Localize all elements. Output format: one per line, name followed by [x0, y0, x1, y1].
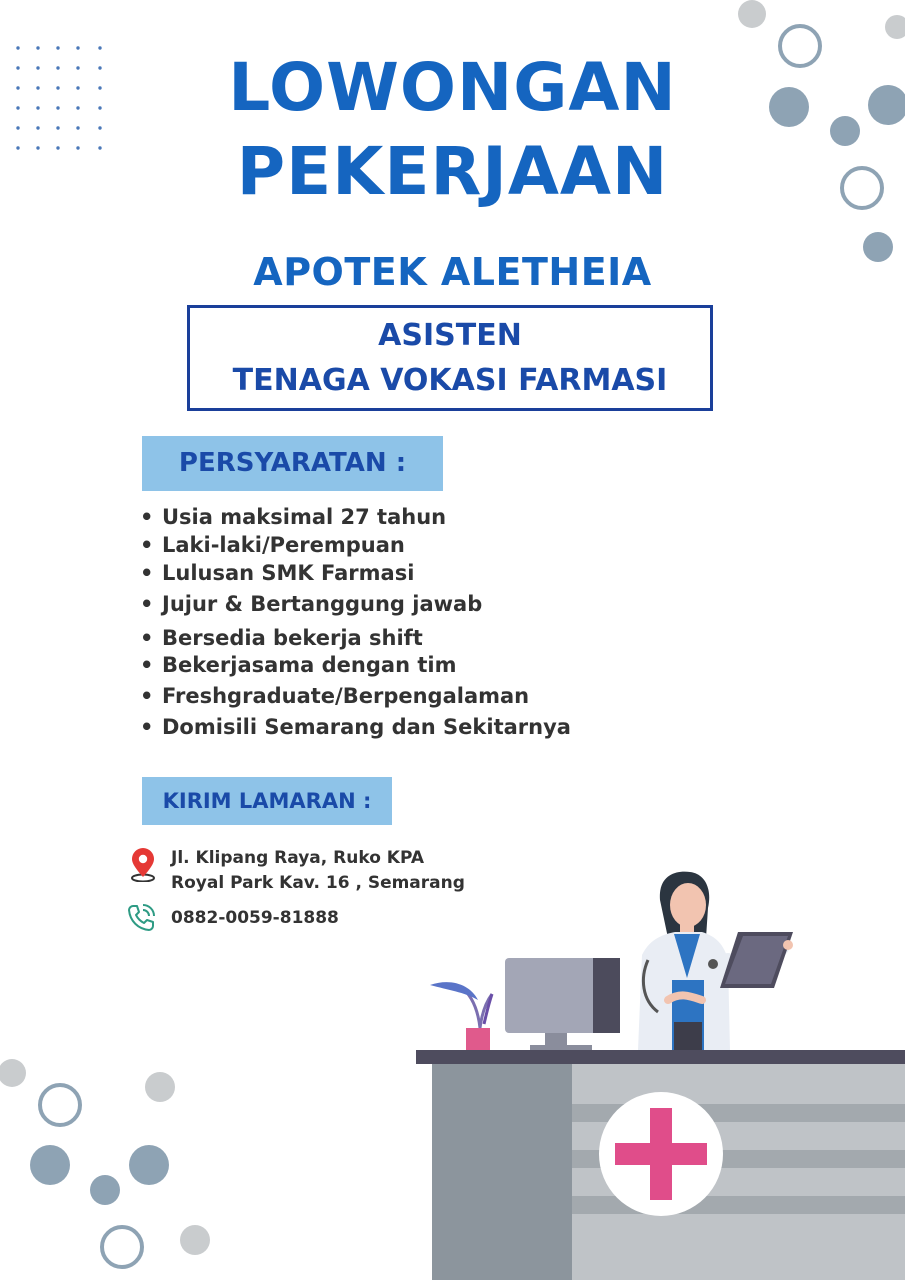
address-line-1: Jl. Klipang Raya, Ruko KPA: [171, 848, 425, 868]
list-item: • Freshgraduate/Berpengalaman: [140, 684, 530, 708]
location-pin-icon: [130, 848, 156, 882]
list-item: • Bekerjasama dengan tim: [140, 653, 457, 677]
pharmacy-counter: [416, 1050, 905, 1280]
position-line-1: ASISTEN: [378, 318, 522, 353]
list-item: • Jujur & Bertanggung jawab: [140, 592, 483, 616]
requirements-heading: PERSYARATAN :: [142, 436, 443, 491]
application-heading: KIRIM LAMARAN :: [142, 777, 392, 825]
phone-number: 0882-0059-81888: [171, 908, 339, 928]
position-box: [187, 305, 713, 411]
list-item: • Domisili Semarang dan Sekitarnya: [140, 715, 571, 739]
list-item: • Lulusan SMK Farmasi: [140, 561, 415, 585]
list-item: • Usia maksimal 27 tahun: [140, 505, 447, 529]
phone-icon: [126, 903, 156, 933]
position-line-2: TENAGA VOKASI FARMASI: [232, 363, 668, 398]
pharmacist-figure: [638, 872, 793, 1050]
list-item: • Laki-laki/Perempuan: [140, 533, 405, 557]
monitor-icon: [505, 958, 620, 1051]
company-name: APOTEK ALETHEIA: [253, 250, 652, 294]
title-line-1: LOWONGAN: [228, 49, 677, 126]
plant-icon: [430, 982, 492, 1050]
title-line-2: PEKERJAAN: [236, 133, 669, 210]
list-item: • Bersedia bekerja shift: [140, 626, 423, 650]
address-line-2: Royal Park Kav. 16 , Semarang: [171, 873, 465, 893]
pharmacist-illustration: [410, 860, 905, 1280]
